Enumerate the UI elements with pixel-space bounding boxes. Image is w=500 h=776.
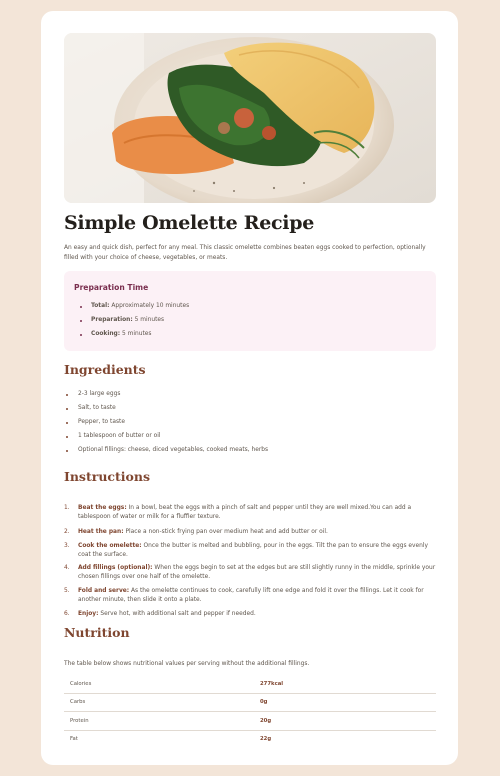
step-text: When the eggs begin to set at the edges but are still slightly runny in the middle, sprinkle your chosen fillings over one half of the omelette. [78,565,436,581]
prep-value: 5 minutes [132,317,165,323]
ingredients-heading: Ingredients [64,362,146,377]
recipe-title: Simple Omelette Recipe [64,212,314,234]
table-row [64,693,436,712]
list-item: 2-3 large eggs [64,391,268,405]
preparation-title: Preparation Time [74,283,149,292]
table-row [64,675,436,693]
step-text: As the omelette continues to cook, carefully lift one edge and fold it over the fillings. Let it cook for another minute, then slide it onto a plate. [78,588,424,604]
step-label: Heat the pan: [78,529,124,535]
list-item: Pepper, to taste [64,419,268,433]
nutrient-name: Protein [64,712,254,731]
step-number: 3. [64,543,70,549]
nutrient-value: 22g [260,736,272,743]
ingredients-list [64,391,268,461]
prep-item-total [76,303,189,317]
step-label: Fold and serve: [78,588,130,594]
list-item: 1 tablespoon of butter or oil [64,433,268,447]
step-number: 2. [64,529,70,535]
step-label: Enjoy: [78,611,99,617]
step-text: In a bowl, beat the eggs with a pinch of salt and pepper until they are well mixed.You can add a tablespoon of water or milk for a fluffier texture. [78,505,412,521]
nutrient-value: 20g [254,712,436,731]
prep-label: Cooking: [91,331,121,337]
nutrition-table [64,675,436,748]
preparation-list [76,303,189,345]
prep-label: Total: [91,303,110,309]
step-number: 6. [64,611,70,617]
instructions-heading: Instructions [64,469,151,484]
nutrition-intro: The table below shows nutritional values per serving without the additional fillings. [64,661,310,667]
recipe-card [41,11,458,765]
nutrition-heading: Nutrition [64,625,130,640]
list-item: Salt, to taste [64,405,268,419]
step-label: Add fillings (optional): [78,565,153,571]
step-label: Beat the eggs: [78,505,127,511]
instruction-step [64,542,436,560]
prep-value: 5 minutes [120,331,152,337]
recipe-intro: An easy and quick dish, perfect for any meal. This classic omelette combines beaten eggs cooked to perfection, optionally filled with your choice of cheese, vegetables, or meats. [64,245,426,261]
nutrient-value: 0g [254,693,436,712]
instruction-step [64,528,436,537]
step-number: 4. [64,565,70,571]
instruction-step [64,610,436,619]
preparation-box [64,271,436,351]
prep-item-preparation [76,317,189,331]
instruction-step [64,564,436,582]
prep-item-cooking [76,331,189,345]
step-number: 5. [64,588,70,594]
prep-value: Approximately 10 minutes [109,303,190,309]
step-label: Cook the omelette: [78,543,142,549]
step-text: Place a non-stick frying pan over medium heat and add butter or oil. [123,529,328,535]
nutrient-name: Calories [64,675,254,693]
table-row [64,712,436,731]
list-item: Optional fillings: cheese, diced vegetables, cooked meats, herbs [64,447,268,461]
nutrient-name: Carbs [64,693,254,712]
nutrient-name: Fat [70,736,78,743]
step-text: Once the butter is melted and bubbling, pour in the eggs. Tilt the pan to ensure the eggs evenly coat the surface. [78,543,429,559]
instruction-step [64,504,436,522]
omelette-photo [64,33,436,203]
step-number: 1. [64,505,70,511]
instruction-step [64,587,436,605]
table-row [64,730,436,748]
nutrient-value: 277kcal [254,675,436,693]
step-text: Serve hot, with additional salt and pepper if needed. [98,611,256,617]
prep-label: Preparation: [91,317,133,323]
